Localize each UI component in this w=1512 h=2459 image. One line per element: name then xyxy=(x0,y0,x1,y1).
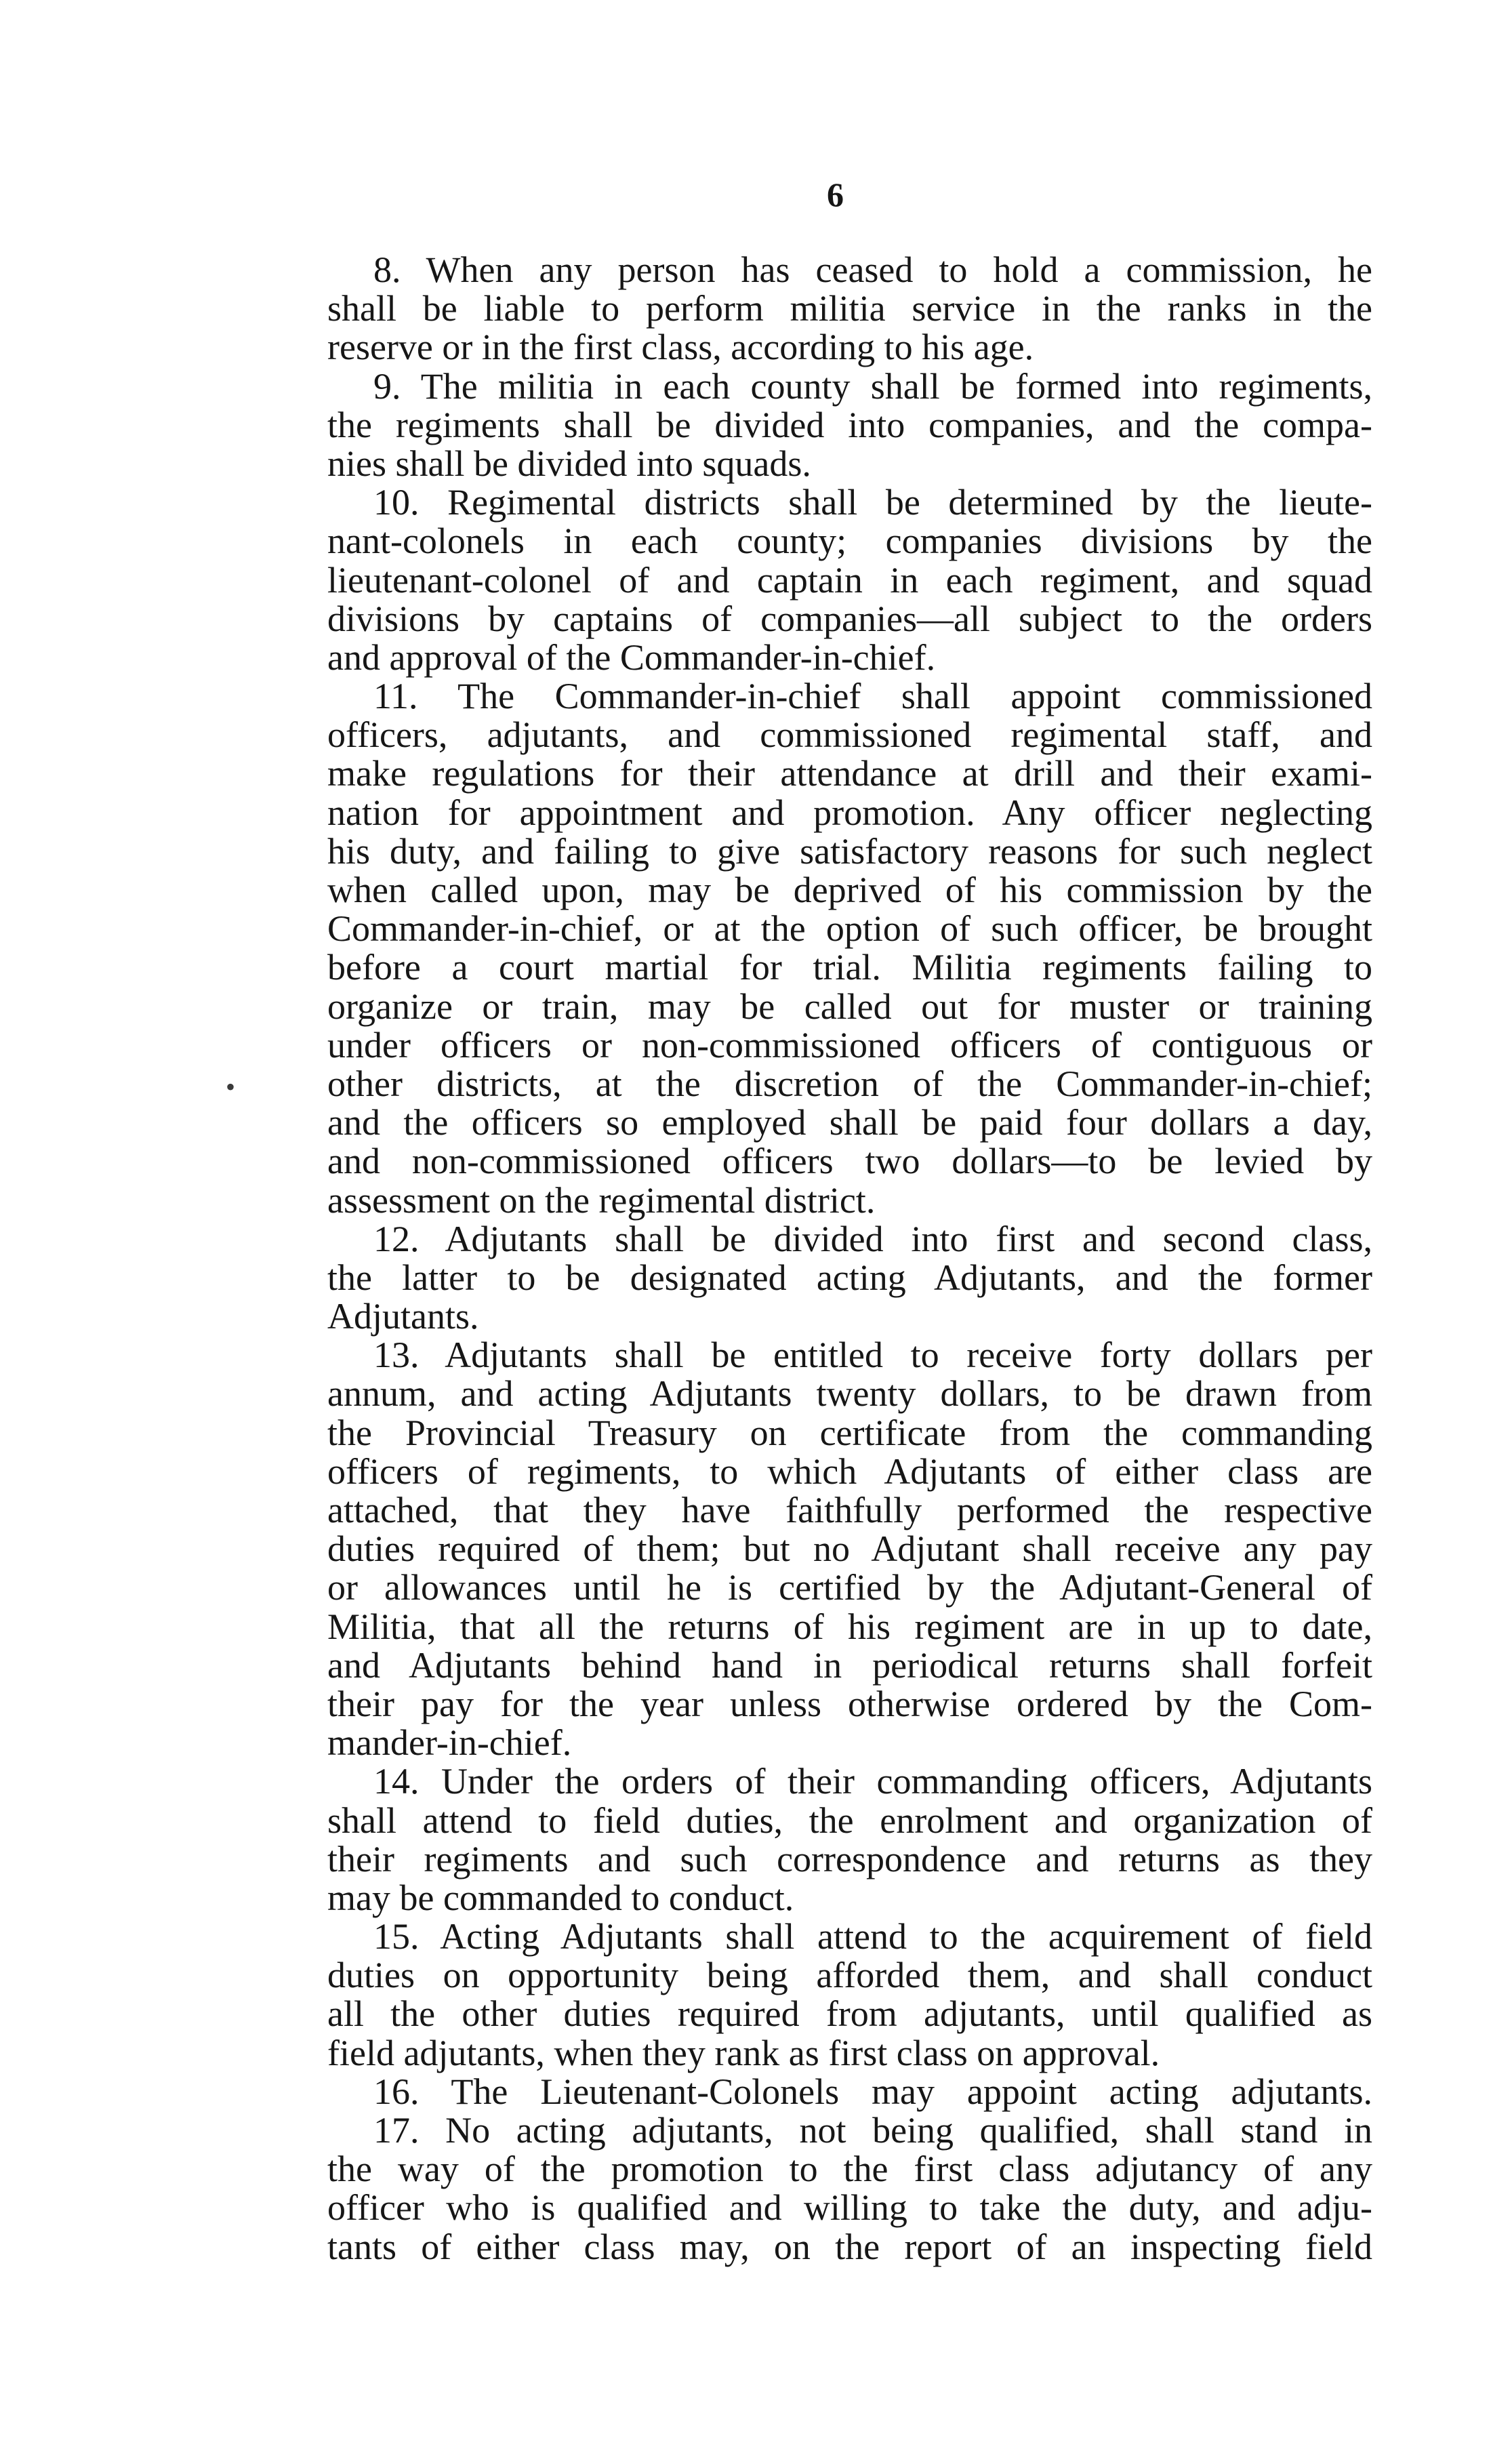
text-line: all the other duties required from adjutants, until qualified as xyxy=(327,1993,1372,2035)
document-body xyxy=(327,251,1372,2267)
text-line: his duty, and failing to give satisfactory reasons for such neglect xyxy=(327,830,1372,872)
text-line: attached, that they have faithfully performed the respective xyxy=(327,1490,1372,1530)
text-line: 15. Acting Adjutants shall attend to the acquirement of field xyxy=(373,1916,1372,1957)
text-line: 14. Under the orders of their commanding officers, Adjutants xyxy=(373,1761,1372,1802)
text-line: Adjutants. xyxy=(327,1296,479,1337)
text-line: divisions by captains of companies—all subject to the orders xyxy=(327,598,1372,639)
text-line: officers, adjutants, and commissioned regimental staff, and xyxy=(327,714,1372,756)
text-line: the way of the promotion to the first class adjutancy of any xyxy=(327,2149,1372,2190)
text-line: before a court martial for trial. Militia regiments failing to xyxy=(327,947,1372,988)
text-line: nies shall be divided into squads. xyxy=(327,443,811,484)
page-number: 6 xyxy=(827,176,844,214)
text-line: the Provincial Treasury on certificate from the commanding xyxy=(327,1412,1372,1453)
text-line: duties required of them; but no Adjutant shall receive any pay xyxy=(327,1528,1372,1570)
text-line: 10. Regimental districts shall be determined by the lieute- xyxy=(373,482,1372,523)
text-line: shall attend to field duties, the enrolment and organization of xyxy=(327,1800,1372,1841)
text-line: 9. The militia in each county shall be formed into regiments, xyxy=(373,365,1372,407)
text-line: the regiments shall be divided into companies, and the compa- xyxy=(327,404,1372,445)
text-line: make regulations for their attendance at drill and their exami- xyxy=(327,753,1372,794)
text-line: and approval of the Commander-in-chief. xyxy=(327,636,936,678)
text-line: shall be liable to perform militia service in the ranks in the xyxy=(327,288,1372,329)
text-line: annum, and acting Adjutants twenty dollars, to be drawn from xyxy=(327,1373,1372,1415)
text-line: 11. The Commander-in-chief shall appoint commissioned xyxy=(373,676,1372,717)
text-line: 16. The Lieutenant-Colonels may appoint acting adjutants. xyxy=(373,2071,1372,2112)
text-line: officer who is qualified and willing to take the duty, and adju- xyxy=(327,2187,1372,2229)
text-line: lieutenant-colonel of and captain in each regiment, and squad xyxy=(327,559,1372,601)
text-line: and non-commissioned officers two dollars—to be levied by xyxy=(327,1141,1372,1182)
text-line: the latter to be designated acting Adjutants, and the former xyxy=(327,1257,1372,1298)
text-line: and the officers so employed shall be paid four dollars a day, xyxy=(327,1102,1372,1143)
text-line: when called upon, may be deprived of his commission by the xyxy=(327,870,1372,910)
text-line: nation for appointment and promotion. Any officer neglecting xyxy=(327,792,1372,833)
text-line: their regiments and such correspondence and returns as they xyxy=(327,1838,1372,1879)
text-line: officers of regiments, to which Adjutants of either class are xyxy=(327,1450,1372,1492)
text-line: duties on opportunity being afforded them, and shall conduct xyxy=(327,1955,1372,1996)
text-line: or allowances until he is certified by the Adjutant-General of xyxy=(327,1567,1372,1608)
text-line: under officers or non-commissioned officers of contiguous or xyxy=(327,1024,1372,1065)
text-line: 13. Adjutants shall be entitled to receive forty dollars per xyxy=(373,1335,1372,1376)
text-line: assessment on the regimental district. xyxy=(327,1179,876,1221)
text-line: 17. No acting adjutants, not being qualified, shall stand in xyxy=(373,2110,1372,2151)
text-line: field adjutants, when they rank as first class on approval. xyxy=(327,2032,1160,2073)
text-line: Commander-in-chief, or at the option of such officer, be brought xyxy=(327,908,1372,950)
margin-mark: • xyxy=(226,1072,236,1102)
text-line: and Adjutants behind hand in periodical returns shall forfeit xyxy=(327,1644,1372,1686)
text-line: mander-in-chief. xyxy=(327,1722,572,1764)
text-line: their pay for the year unless otherwise ordered by the Com- xyxy=(327,1683,1372,1724)
text-line: Militia, that all the returns of his regiment are in up to date, xyxy=(327,1606,1372,1647)
text-line: may be commanded to conduct. xyxy=(327,1877,794,1918)
text-line: 12. Adjutants shall be divided into first and second class, xyxy=(373,1218,1372,1259)
text-line: reserve or in the first class, according to his age. xyxy=(327,327,1034,368)
text-line: organize or train, may be called out for muster or training xyxy=(327,985,1372,1027)
text-line: tants of either class may, on the report of an inspecting field xyxy=(327,2226,1372,2267)
text-line: 8. When any person has ceased to hold a commission, he xyxy=(373,249,1372,290)
text-line: nant-colonels in each county; companies divisions by the xyxy=(327,521,1372,562)
text-line: other districts, at the discretion of the Commander-in-chief; xyxy=(327,1063,1372,1104)
